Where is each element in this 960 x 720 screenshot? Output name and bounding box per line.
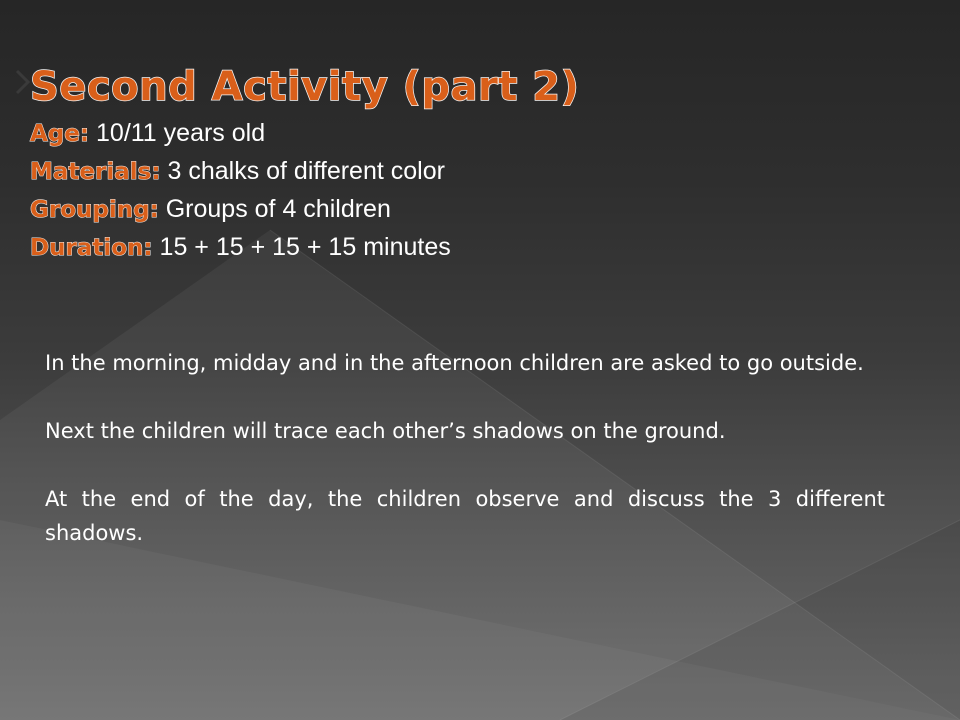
- detail-materials-label: Materials:: [30, 159, 161, 185]
- detail-grouping: [30, 190, 451, 228]
- paragraph-discuss: At the end of the day, the children observe and discuss the 3 different shadows.: [45, 487, 885, 545]
- detail-materials: [30, 152, 451, 190]
- detail-age-value: 10/11 years old: [89, 119, 266, 147]
- activity-description: [45, 346, 885, 550]
- detail-grouping-label: Grouping:: [30, 197, 159, 223]
- detail-duration-label: Duration:: [30, 235, 153, 261]
- detail-duration: [30, 228, 451, 266]
- paragraph-trace-shadows: Next the children will trace each other’s shadows on the ground.: [45, 419, 726, 443]
- detail-duration-value: 15 + 15 + 15 + 15 minutes: [152, 233, 451, 261]
- detail-age: [30, 114, 451, 152]
- paragraph-morning: In the morning, midday and in the afternoon children are asked to go outside.: [45, 351, 864, 375]
- detail-grouping-value: Groups of 4 children: [158, 195, 391, 223]
- detail-age-label: Age:: [30, 121, 90, 147]
- activity-details: [30, 114, 451, 266]
- slide-title: Second Activity (part 2): [30, 64, 580, 110]
- detail-materials-value: 3 chalks of different color: [160, 157, 445, 185]
